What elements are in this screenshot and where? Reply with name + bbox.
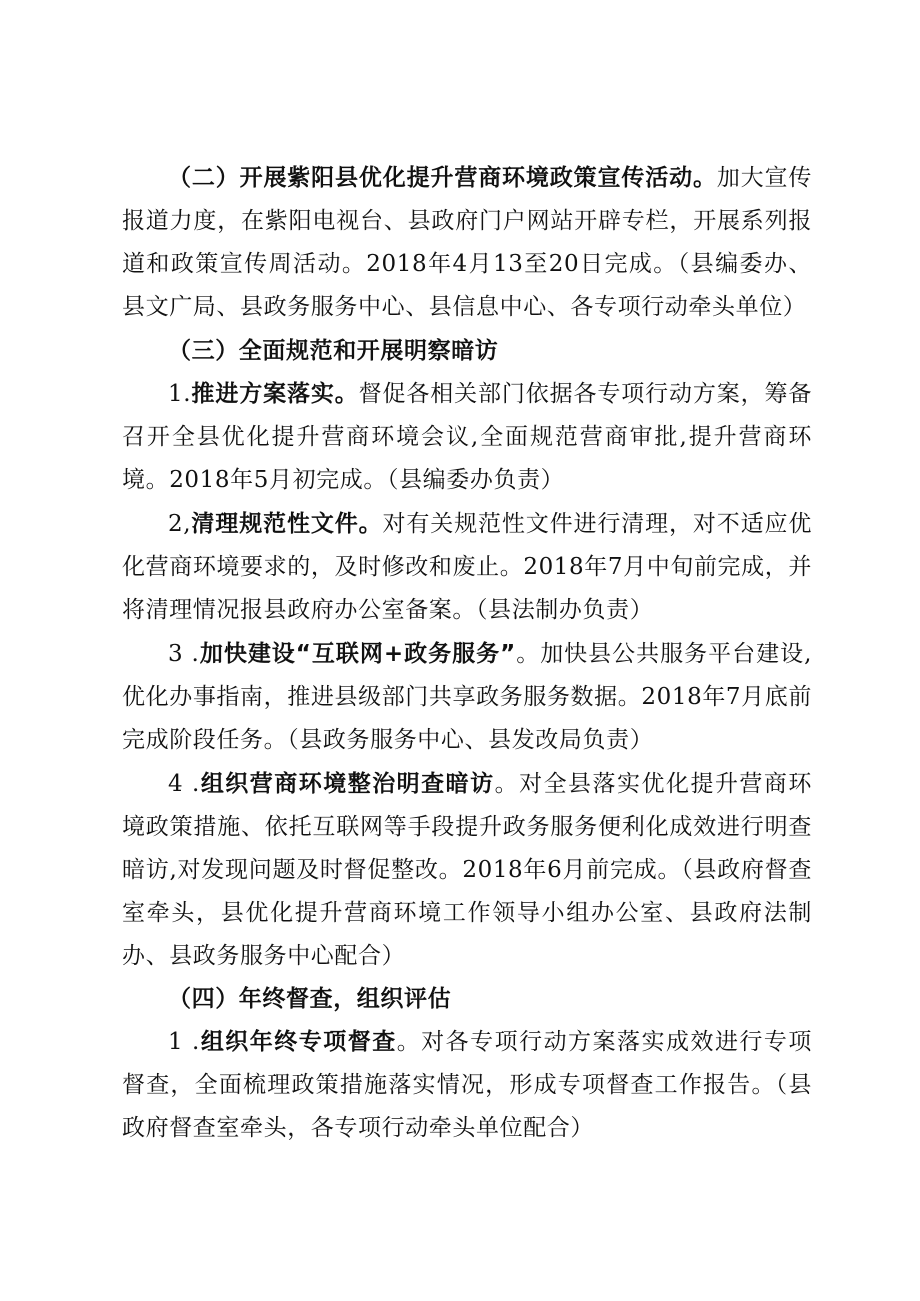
paragraph-publicity xyxy=(122,157,812,329)
item-body: 督促各相关部门依据各专项行动方案，筹备召开全县优化提升营商环境会议,全面规范营商审批,提升营商环境。2018年5月初完成。（县编委办负责） xyxy=(122,381,813,493)
item-body: 。加快县公共服务平台建设,优化办事指南，推进县级部门共享政务服务数据。2018年7月底前完成阶段任务。（县政务服务中心、县发改局负责） xyxy=(122,641,812,753)
item-number: 1. xyxy=(168,381,192,407)
item-body: 。对全县落实优化提升营商环境政策措施、依托互联网等手段提升政务服务便利化成效进行明查暗访,对发现问题及时督促整改。2018年6月前完成。（县政府督查室牵头，县优化提升营商环境工作领导小组办公室、县政府法制办、县政务服务中心配合） xyxy=(122,771,812,969)
item-number: 1 . xyxy=(168,1029,200,1055)
paragraph-item-3-1 xyxy=(122,373,812,502)
item-number: 2, xyxy=(168,511,192,537)
paragraph-item-4-1 xyxy=(122,1021,812,1150)
paragraph-item-3-2 xyxy=(122,503,812,632)
item-lead: 加快建设“互联网+政务服务” xyxy=(199,641,516,667)
item-lead: 推进方案落实。 xyxy=(191,381,359,407)
item-body: 。对各专项行动方案落实成效进行专项督查，全面梳理政策措施落实情况，形成专项督查工作报告。（县政府督查室牵头，各专项行动牵头单位配合） xyxy=(122,1029,812,1141)
section-lead-publicity: （二）开展紫阳县优化提升营商环境政策宣传活动。 xyxy=(168,165,717,191)
item-lead: 组织营商环境整治明查暗访 xyxy=(199,771,495,797)
item-number: 4 . xyxy=(168,771,200,797)
item-lead: 清理规范性文件。 xyxy=(191,511,383,537)
paragraph-item-3-4 xyxy=(122,763,812,978)
section-heading-three: （三）全面规范和开展明察暗访 xyxy=(168,338,499,364)
item-number: 3 . xyxy=(168,641,200,667)
item-lead: 组织年终专项督查 xyxy=(199,1029,397,1055)
item-body: 对有关规范性文件进行清理，对不适应优化营商环境要求的，及时修改和废止。2018年7月中旬前完成，并将清理情况报县政府办公室备案。（县法制办负责） xyxy=(122,511,812,623)
paragraph-item-3-3 xyxy=(122,633,812,762)
section-heading-four: （四）年终督查，组织评估 xyxy=(168,986,452,1012)
section-body-publicity: 加大宣传报道力度，在紫阳电视台、县政府门户网站开辟专栏，开展系列报道和政策宣传周活动。2018年4月13至20日完成。（县编委办、县文广局、县政务服务中心、县信息中心、各专项行动牵头单位） xyxy=(122,165,812,320)
